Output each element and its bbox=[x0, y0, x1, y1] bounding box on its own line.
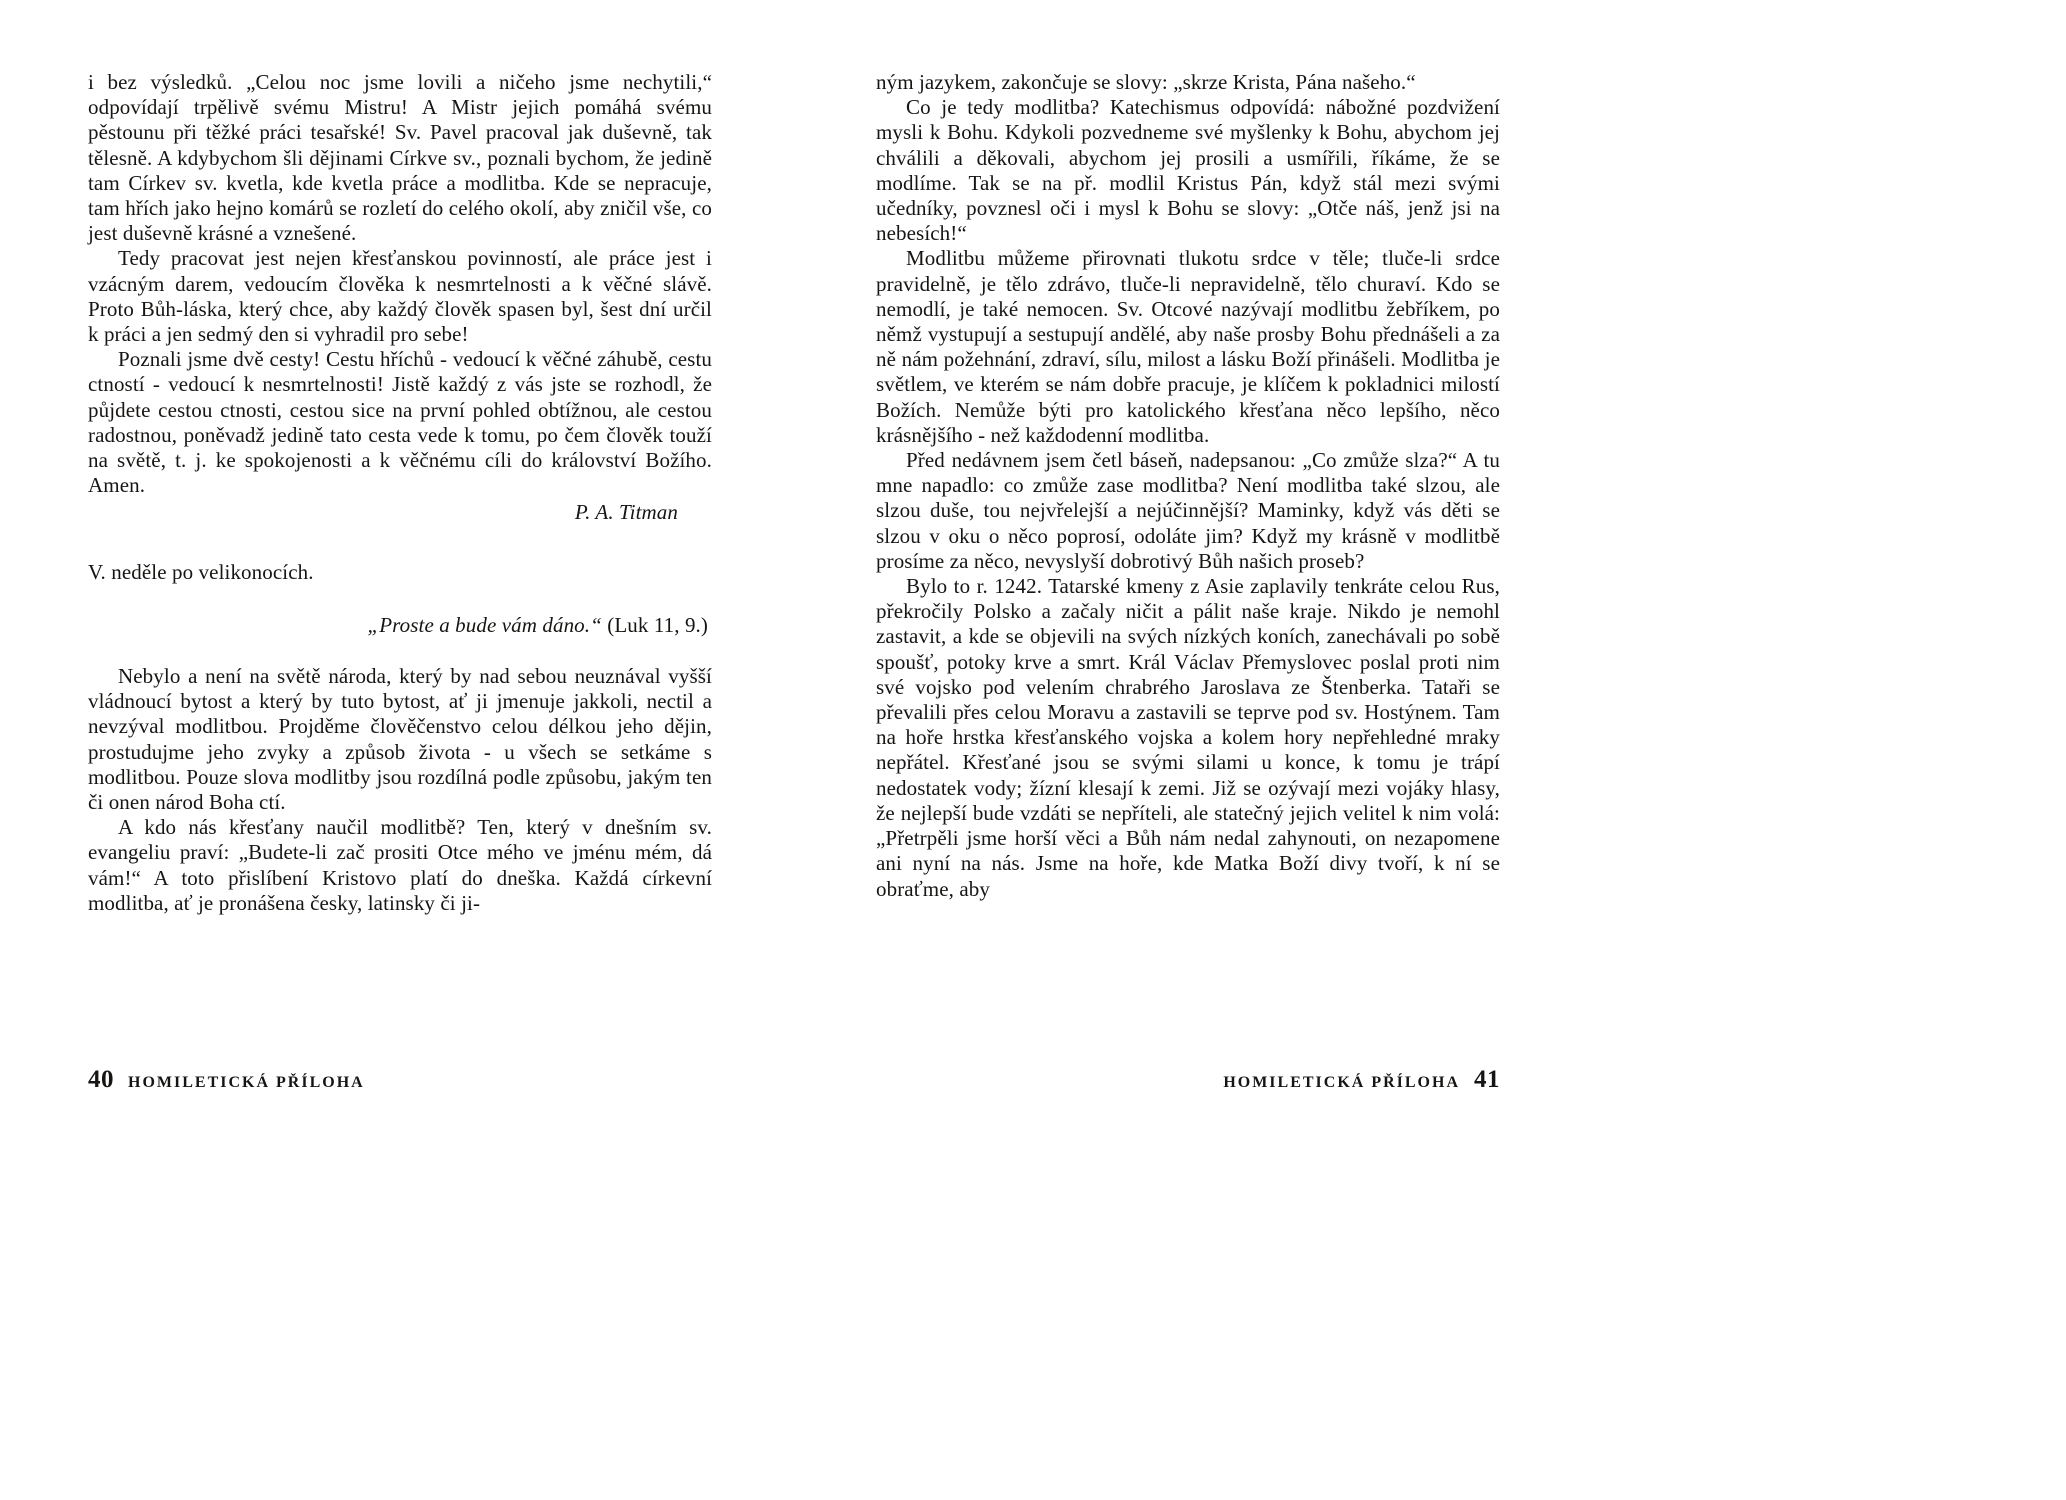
running-title: HOMILETICKÁ PŘÍLOHA bbox=[1223, 1074, 1460, 1091]
page-number: 41 bbox=[1474, 1066, 1500, 1093]
section-heading: V. neděle po velikonocích. bbox=[88, 559, 314, 584]
scripture-quote-text: „Proste a bude vám dáno.“ bbox=[367, 612, 602, 637]
left-page-text-column bbox=[88, 70, 712, 916]
scripture-quote-reference: (Luk 11, 9.) bbox=[601, 612, 708, 637]
paragraph: Co je tedy modlitba? Katechismus odpovídá: nábožné pozdvižení mysli k Bohu. Kdykoli pozvedneme své myšlenky k Bohu, abychom jej chválili a děkovali, abychom jej prosili a usmířili, říkáme, že se modlíme. Tak se na př. modlil Kristus Pán, když stál mezi svými učedníky, povznesl oči i mysl k Bohu se slovy: „Otče náš, jenž jsi na nebesích!“ bbox=[876, 95, 1500, 246]
right-page-footer bbox=[876, 1066, 1500, 1094]
author-signature: P. A. Titman bbox=[574, 500, 678, 525]
paragraph: Poznali jsme dvě cesty! Cestu hříchů - vedoucí k věčné záhubě, cestu ctností - vedoucí k nesmrtelnosti! Jistě každý z vás jste se rozhodl, že půjdete cestou ctnosti, cestou sice na první pohled obtížnou, ale cestou radostnou, poněvadž jedině tato cesta vede k tomu, po čem člověk touží na světě, t. j. ke spokojenosti a k věčnému cíli do království Božího. Amen. bbox=[88, 347, 712, 498]
running-title: HOMILETICKÁ PŘÍLOHA bbox=[128, 1074, 365, 1091]
paragraph: Bylo to r. 1242. Tatarské kmeny z Asie zaplavily tenkráte celou Rus, překročily Polsko a začaly ničit a pálit naše kraje. Nikdo je nemohl zastavit, a kde se objevili na svých nízkých koních, zanechávali po sobě spoušť, potoky krve a smrt. Král Václav Přemyslovec poslal proti nim své vojsko pod velením chrabrého Jaroslava ze Štenberka. Tataři se převalili přes celou Moravu a zastavili se teprve pod sv. Hostýnem. Tam na hoře hrstka křesťanského vojska a kolem hory nepřehledné mraky nepřátel. Křesťané jsou se svými silami u konce, k tomu je trápí nedostatek vody; žízní klesají k zemi. Již se ozývají mezi vojáky hlasy, že nejlepší bude vzdáti se nepříteli, ale statečný jejich velitel k nim volá: „Přetrpěli jsme horší věci a Bůh nám nedal zahynouti, on nezapomene ani nyní na nás. Jsme na hoře, kde Matka Boží divy tvoří, k ní se obraťme, aby bbox=[876, 574, 1500, 901]
paragraph: Modlitbu můžeme přirovnati tlukotu srdce v těle; tluče-li srdce pravidelně, je tělo zdrávo, tluče-li nepravidelně, tělo churaví. Kdo se nemodlí, je také nemocen. Sv. Otcové nazývají modlitbu žebříkem, po němž vystupují a sestupují andělé, aby naše prosby Bohu přednášeli a za ně nám požehnání, zdraví, sílu, milost a lásku Boží přinášeli. Modlitba je světlem, ve kterém se nám dobře pracuje, je klíčem k pokladnici milostí Božích. Nemůže býti pro katolického křesťana něco lepšího, něco krásnějšího - než každodenní modlitba. bbox=[876, 246, 1500, 447]
paragraph: A kdo nás křesťany naučil modlitbě? Ten, který v dnešním sv. evangeliu praví: „Budete-li zač prositi Otce mého ve jménu mém, dá vám!“ A toto přislíbení Kristovo platí do dneška. Každá církevní modlitba, ať je pronášena česky, latinsky či ji- bbox=[88, 815, 712, 915]
paragraph: i bez výsledků. „Celou noc jsme lovili a ničeho jsme nechytili,“ odpovídají trpělivě svému Mistru! A Mistr jejich pomáhá svému pěstounu při těžké práci tesařské! Sv. Pavel pracoval jak duševně, tak tělesně. A kdybychom šli dějinami Církve sv., poznali bychom, že jedině tam Církev sv. kvetla, kde kvetla práce a modlitba. Kde se nepracuje, tam hřích jako hejno komárů se rozletí do celého okolí, aby zničil vše, co jest duševně krásné a vznešené. bbox=[88, 70, 712, 246]
right-page-text-column bbox=[876, 70, 1500, 902]
paragraph: Tedy pracovat jest nejen křesťanskou povinností, ale práce jest i vzácným darem, vedoucím člověka k nesmrtelnosti a k věčné slávě. Proto Bůh-láska, který chce, aby každý člověk spasen byl, šest dní určil k práci a jen sedmý den si vyhradil pro sebe! bbox=[88, 246, 712, 347]
paragraph: Před nedávnem jsem četl báseň, nadepsanou: „Co zmůže slza?“ A tu mne napadlo: co zmůže zase modlitba? Není modlitba také slzou, ale slzou duše, tou nejvřelejší a nejúčinnější? Maminky, když vás děti se slzou v oku o něco poprosí, odoláte jim? Když my krásně v modlitbě prosíme za něco, nevyslyší dobrotivý Bůh našich proseb? bbox=[876, 448, 1500, 573]
scripture-quote bbox=[88, 613, 712, 638]
page-number: 40 bbox=[88, 1066, 114, 1093]
paragraph: Nebylo a není na světě národa, který by nad sebou neuznával vyšší vládnoucí bytost a který by tuto bytost, ať ji jmenuje jakkoli, nectil a nevzýval modlitbou. Projděme člověčenstvo celou délkou jeho dějin, prostudujme jeho zvyky a způsob života - u všech se setkáme s modlitbou. Pouze slova modlitby jsou rozdílná podle způsobu, jakým ten či onen národ Boha ctí. bbox=[88, 664, 712, 815]
left-page-footer bbox=[88, 1066, 712, 1094]
paragraph: ným jazykem, zakončuje se slovy: „skrze Krista, Pána našeho.“ bbox=[876, 70, 1416, 94]
